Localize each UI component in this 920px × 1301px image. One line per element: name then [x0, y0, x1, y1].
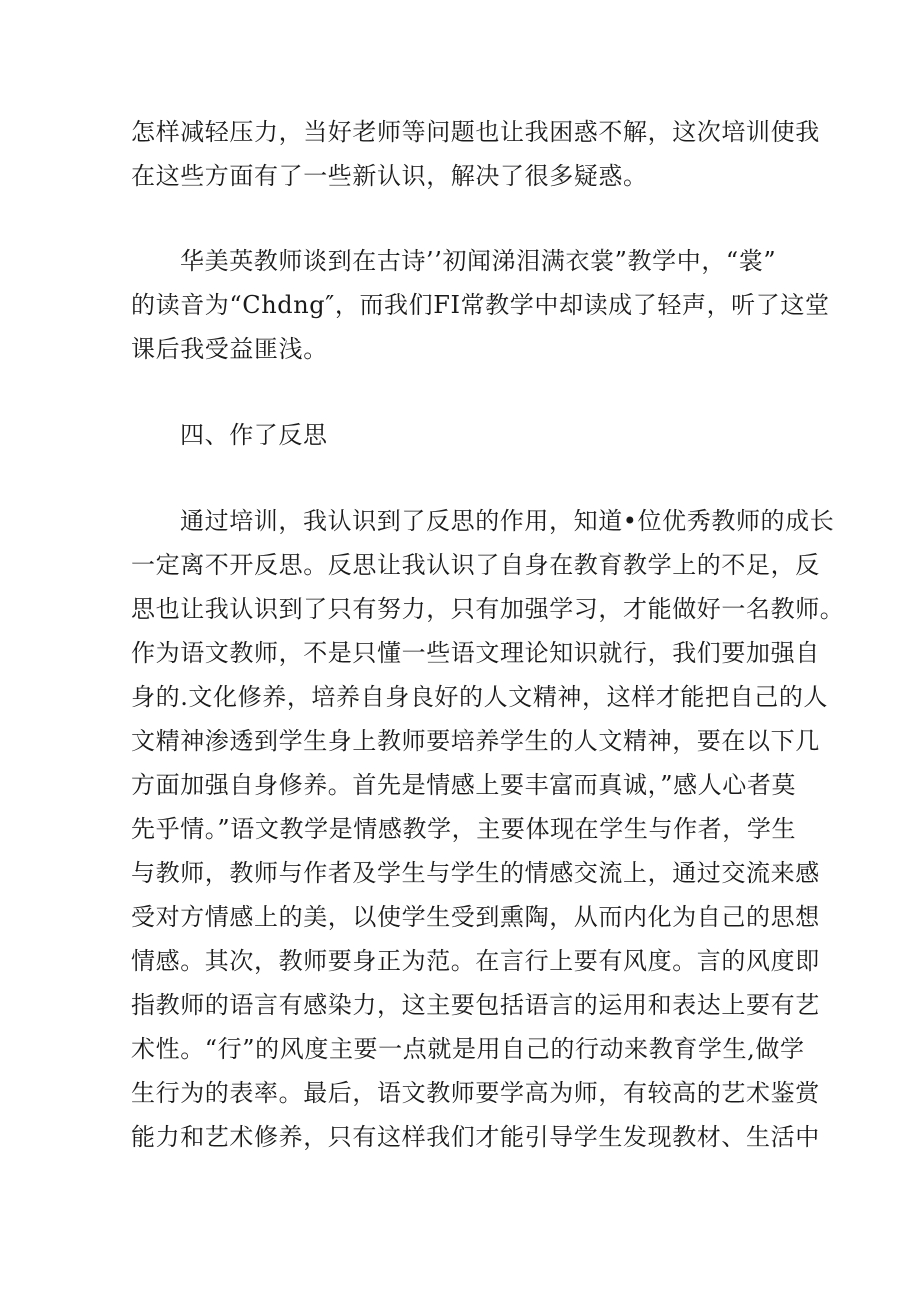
- paragraph-4-line-9: 与教师，教师与作者及学生与学生的情感交流上，通过交流来感: [131, 859, 820, 887]
- paragraph-4-line-2: 一定离不开反思。反思让我认识了自身在教育教学上的不足，反: [131, 551, 820, 579]
- paragraph-4-line-7: 方面加强自身修养。首先是情感上要丰富而真诚，”感人心者莫: [131, 771, 797, 799]
- paragraph-4-line-6: 文精神渗透到学生身上教师要培养学生的人文精神，要在以下几: [131, 727, 820, 755]
- paragraph-4-line-3: 思也让我认识到了只有努力，只有加强学习，才能做好一名教师。: [131, 595, 845, 623]
- paragraph-4-line-8: 先乎情。”语文教学是情感教学，主要体现在学生与作者，学生: [131, 815, 797, 843]
- paragraph-4-line-1: 通过培训，我认识到了反思的作用，知道•位优秀教师的成长: [180, 507, 835, 535]
- paragraph-4-line-12: 指教师的语言有感染力，这主要包括语言的运用和表达上要有艺: [131, 991, 820, 1019]
- paragraph-2-line-2: 的读音为“Chdng″，而我们FI常教学中却读成了轻声，听了这堂: [131, 291, 830, 319]
- paragraph-2-line-1: 华美英教师谈到在古诗’’初闻涕泪满衣裳”教学中，“裳”: [180, 247, 777, 275]
- section-heading: 四、作了反思: [180, 421, 328, 449]
- paragraph-4-line-10: 受对方情感上的美，以使学生受到熏陶，从而内化为自己的思想: [131, 903, 820, 931]
- paragraph-4-line-14: 生行为的表率。最后，语文教师要学高为师，有较高的艺术鉴赏: [131, 1079, 820, 1107]
- paragraph-4-line-13: 术性。“行”的风度主要一点就是用自己的行动来教育学生,做学: [131, 1035, 805, 1063]
- paragraph-4-line-5: 身的.文化修养，培养自身良好的人文精神，这样才能把自己的人: [131, 683, 829, 711]
- paragraph-1-line-2: 在这些方面有了一些新认识，解决了很多疑惑。: [131, 162, 648, 190]
- paragraph-4-line-11: 情感。其次，教师要身正为范。在言行上要有风度。言的风度即: [131, 947, 820, 975]
- paragraph-4-line-15: 能力和艺术修养，只有这样我们才能引导学生发现教材、生活中: [131, 1123, 820, 1151]
- paragraph-4-line-4: 作为语文教师，不是只懂一些语文理论知识就行，我们要加强自: [131, 639, 820, 667]
- paragraph-2-line-3: 课后我受益匪浅。: [131, 335, 328, 363]
- paragraph-1-line-1: 怎样减轻压力，当好老师等问题也让我困惑不解，这次培训使我: [131, 118, 820, 146]
